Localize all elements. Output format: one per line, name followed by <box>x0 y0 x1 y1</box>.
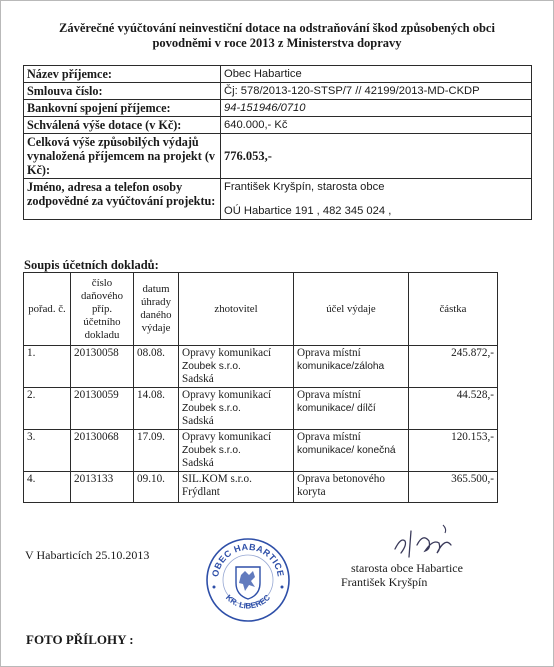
coat-of-arms-icon <box>236 567 260 599</box>
info-row <box>24 179 532 220</box>
col-header-doc-number: číslo daňového příp. účetního dokladu <box>71 273 134 346</box>
cell-date: 09.10. <box>134 472 179 503</box>
svg-text:OBEC HABARTICE <box>210 542 286 578</box>
title-line-2: povodněmi v roce 2013 z Ministerstva dopravy <box>152 36 402 50</box>
info-label: Celková výše způsobilých výdajů vynaložená příjemcem na projekt (v Kč): <box>24 134 221 179</box>
stamp-top-text: OBEC HABARTICE <box>210 541 286 578</box>
cell-doc-number: 20130059 <box>71 388 134 430</box>
purpose-line: Oprava místní <box>297 431 361 443</box>
documents-table <box>23 272 498 503</box>
col-header-date: datum úhrady daného výdaje <box>134 273 179 346</box>
cell-contractor <box>179 472 294 503</box>
cell-doc-number: 20130058 <box>71 346 134 388</box>
contractor-line: Frýdlant <box>182 486 220 498</box>
contractor-line: Opravy komunikací <box>182 389 272 401</box>
info-row <box>24 66 532 83</box>
purpose-line: komunikace/ konečná <box>297 445 396 456</box>
info-label: Název příjemce: <box>24 66 221 83</box>
purpose-line: komunikace/ dílčí <box>297 403 376 414</box>
cell-amount: 120.153,- <box>409 430 498 472</box>
cell-contractor <box>179 430 294 472</box>
contractor-line: Zoubek s.r.o. <box>182 403 241 414</box>
cell-amount: 365.500,- <box>409 472 498 503</box>
info-label: Jméno, adresa a telefon osoby zodpovědné za vyúčtování projektu: <box>24 179 221 220</box>
purpose-line: komunikace/záloha <box>297 361 385 372</box>
document-title <box>21 21 533 51</box>
info-value: 776.053,- <box>221 134 532 179</box>
contractor-line: Sadská <box>182 373 214 385</box>
purpose-line: Oprava betonového <box>297 473 385 485</box>
info-label: Schválená výše dotace (v Kč): <box>24 117 221 134</box>
cell-order: 3. <box>24 430 71 472</box>
info-label: Smlouva číslo: <box>24 83 221 100</box>
contact-line-2: OÚ Habartice 191 , 482 345 024 , <box>224 205 392 217</box>
purpose-line: Oprava místní <box>297 389 361 401</box>
cell-doc-number: 2013133 <box>71 472 134 503</box>
col-header-contractor: zhotovitel <box>179 273 294 346</box>
info-value: 640.000,- Kč <box>221 117 532 134</box>
cell-order: 4. <box>24 472 71 503</box>
signer-name: František Kryšpín <box>341 575 428 589</box>
purpose-line: Oprava místní <box>297 347 361 359</box>
cell-purpose <box>294 346 409 388</box>
cell-order: 1. <box>24 346 71 388</box>
cell-purpose <box>294 430 409 472</box>
contractor-line: SIL.KOM s.r.o. <box>182 473 252 485</box>
official-stamp <box>205 537 291 623</box>
info-value: 94-151946/0710 <box>221 100 532 117</box>
recipient-info-table <box>23 65 532 220</box>
cell-doc-number: 20130068 <box>71 430 134 472</box>
info-row <box>24 83 532 100</box>
signer-role: starosta obce Habartice <box>351 561 463 575</box>
signer-block <box>341 561 463 589</box>
title-line-1: Závěrečné vyúčtování neinvestiční dotace na odstraňování škod způsobených obci <box>59 21 495 35</box>
info-label: Bankovní spojení příjemce: <box>24 100 221 117</box>
cell-amount: 44.528,- <box>409 388 498 430</box>
cell-purpose <box>294 388 409 430</box>
contractor-line: Opravy komunikací <box>182 431 272 443</box>
contractor-line: Sadská <box>182 415 214 427</box>
contractor-line: Zoubek s.r.o. <box>182 361 241 372</box>
col-header-purpose: účel výdaje <box>294 273 409 346</box>
col-header-amount: částka <box>409 273 498 346</box>
documents-heading: Soupis účetních dokladů: <box>24 258 159 272</box>
signature-icon <box>381 519 471 567</box>
contractor-line: Sadská <box>182 457 214 469</box>
cell-amount: 245.872,- <box>409 346 498 388</box>
table-header-row <box>24 273 498 346</box>
info-value: Obec Habartice <box>221 66 532 83</box>
cell-date: 14.08. <box>134 388 179 430</box>
info-row <box>24 117 532 134</box>
col-header-order: pořad. č. <box>24 273 71 346</box>
info-row <box>24 134 532 179</box>
attachments-heading: FOTO PŘÍLOHY : <box>26 632 134 647</box>
info-value <box>221 179 532 220</box>
table-row <box>24 346 498 388</box>
cell-contractor <box>179 388 294 430</box>
cell-date: 08.08. <box>134 346 179 388</box>
place-date: V Habarticích 25.10.2013 <box>25 548 150 562</box>
cell-order: 2. <box>24 388 71 430</box>
cell-purpose <box>294 472 409 503</box>
cell-date: 17.09. <box>134 430 179 472</box>
info-row <box>24 100 532 117</box>
info-value: Čj: 578/2013-120-STSP/7 // 42199/2013-MD-CKDP <box>221 83 532 100</box>
table-row <box>24 388 498 430</box>
stamp-bottom-text: KR. LIBEREC <box>223 592 273 611</box>
contractor-line: Zoubek s.r.o. <box>182 445 241 456</box>
contractor-line: Opravy komunikací <box>182 347 272 359</box>
table-row <box>24 430 498 472</box>
contact-line-1: František Kryšpín, starosta obce <box>224 181 385 193</box>
svg-text:KR. LIBEREC <box>224 593 272 611</box>
table-row <box>24 472 498 503</box>
cell-contractor <box>179 346 294 388</box>
purpose-line: koryta <box>297 486 326 498</box>
